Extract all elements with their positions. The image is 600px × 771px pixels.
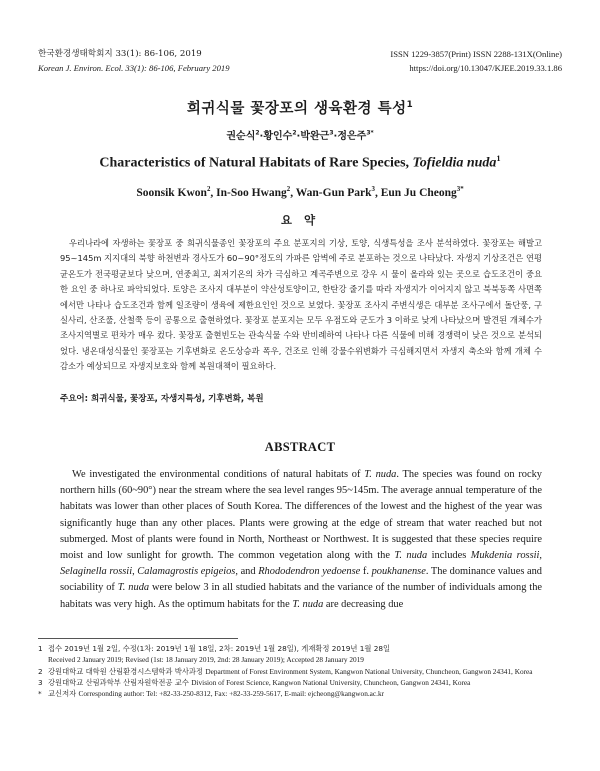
footnote-divider xyxy=(38,638,238,639)
author-ko: 박완근 xyxy=(300,131,330,142)
journal-name-en: Korean J. Environ. Ecol. 33(1): 86-106, February 2019 xyxy=(38,63,230,73)
journal-identifiers xyxy=(390,47,562,75)
journal-name-ko: 한국환경생태학회지 33(1): 86-106, 2019 xyxy=(38,49,202,59)
author-separator: , xyxy=(210,186,217,199)
species-name: T. nuda xyxy=(117,582,150,594)
footnote-en: Received 2 January 2019; Revised (1st: 18 January 2019, 2nd: 28 January 2019); Accepted 28 January 2019 xyxy=(48,655,364,665)
abstract-text: , and xyxy=(235,566,259,578)
title-korean xyxy=(0,97,600,118)
author-en: Soonsik Kwon xyxy=(136,186,207,199)
footnote-en: Corresponding author: Tel: +82-33-250-8312, Fax: +82-33-259-5617, E-mail: ejcheong@kangwon.ac.kr xyxy=(78,689,385,699)
author-affiliation-mark: 2 xyxy=(286,186,291,193)
abstract-text: . The species was found on rocky northern hills (60~90°) near the stream where the sea level ranges 95~145m. The average annual temperature of the habitats was lower than other places of South Korea. The differences of the lowest and the highest of the year was significantly huge than any other places. Plants were growing at the edge of stream that water reached but not submerged. Most of plants were found in North, Northeast or Northwest. It is suggested that these species require moist and low sunlight for growth. The common vegetation along with the xyxy=(60,469,542,562)
footnote-ko: 교신저자 xyxy=(48,689,77,699)
abstract-text: f. xyxy=(360,566,372,578)
author-affiliation-mark: 3 xyxy=(329,129,334,137)
abstract-text: includes xyxy=(427,550,471,562)
summary-korean xyxy=(60,236,542,375)
abstract-text: We investigated the environmental conditions of natural habitats of xyxy=(72,469,365,480)
footnote-corresponding xyxy=(38,688,562,699)
author-affiliation-mark: 2 xyxy=(255,129,260,137)
title-footnote-mark: 1 xyxy=(406,100,414,111)
footnote-ko: 강원대학교 대학원 산림환경시스템학과 박사과정 xyxy=(48,666,203,676)
species-name: Calamagrostis epigeios xyxy=(137,566,236,578)
author-separator: · xyxy=(296,131,301,142)
abstract-text: , xyxy=(132,566,138,578)
author-affiliation-mark: 2 xyxy=(206,186,211,193)
title-footnote-mark: 1 xyxy=(496,154,501,163)
footnote-mark: 2 xyxy=(38,666,43,676)
author-separator: , xyxy=(290,186,296,199)
footnote-ko: 접수 2019년 1월 2일, 수정(1차: 2019년 1월 18일, 2차: 2019년 1월 28일), 게재확정 2019년 1월 28일 xyxy=(48,644,391,653)
author-affiliation-mark: 3* xyxy=(456,186,464,193)
author-separator: · xyxy=(259,131,264,142)
abstract-text: are decreasing due xyxy=(323,598,404,610)
abstract-heading: ABSTRACT xyxy=(264,440,336,454)
author-affiliation-mark: 2 xyxy=(292,129,297,137)
issn: ISSN 1229-3857(Print) ISSN 2288-131X(Online) xyxy=(390,49,562,59)
keywords-korean: 주요어: 희귀식물, 꽃장포, 자생지특성, 기후변화, 복원 xyxy=(60,394,264,404)
footnotes xyxy=(38,643,562,699)
author-affiliation-mark: 3 xyxy=(371,186,375,193)
abstract xyxy=(60,467,542,613)
species-name: Rhododendron yedoense xyxy=(258,566,361,578)
footnote-en: Division of Forest Science, Kangwon National University, Chuncheon, Gangwon 24341, Korea xyxy=(191,677,471,687)
species-name: T. nuda xyxy=(364,469,397,480)
species-name: T. nuda xyxy=(292,598,324,610)
author-en: Wan-Gun Park xyxy=(295,186,372,199)
title-english-text: Characteristics of Natural Habitats of Rare Species, xyxy=(99,155,413,171)
author-separator: · xyxy=(333,131,338,142)
footnote-ko: 강원대학교 산림과학부 산림자원학전공 교수 xyxy=(48,677,189,687)
abstract-text: . The dominance values and sociability of xyxy=(60,566,542,594)
author-en: In-Soo Hwang xyxy=(216,186,287,199)
author-affiliation-mark: 3* xyxy=(366,129,374,137)
footnote-received xyxy=(38,643,562,666)
title-korean-text: 희귀식물 꽃장포의 생육환경 특성 xyxy=(186,101,407,117)
author-en: Eun Ju Cheong xyxy=(380,186,457,199)
species-name: Tofieldia nuda xyxy=(412,155,497,171)
author-separator: , xyxy=(374,186,381,199)
summary-korean-paragraph: 우리나라에 자생하는 꽃장포 중 희귀식물종인 꽃장포의 주요 분포지의 기상, 토양, 식생특성을 조사 분석하였다. 꽃장포는 해발고 95~145m 지지대의 북향 하천변과 경사도가 60~90°정도의 가파른 암벽에 주로 분포하는 것으로 나타났다. 자생지 기상조건은 연평균온도가 전국평균보다 낮으며, 연중최고, 최저기온의 차가 극심하고 계곡주변으로 강우 시 물이 올라와 있는 곳으로 습도조건이 중요한 요인 중 하나로 파악되었다. 토양은 조사지 대부분이 약산성토양이고, 한탄강 줄기를 따라 자생지가 이어지지 않고 북북동쪽 사면쪽에서만 나타나 습도조건과 함께 일조량이 생육에 제한요인인 것으로 보였다. 꽃장포 조사지 주변식생은 대부분 조사구에서 돌단풍, 구실사리, 산조풀, 산철쭉 등이 공통으로 출현하였다. 꽃장포 분포지는 모두 우점도와 군도가 3 이하로 낮게 나타났으며 발견된 개체수가 조사지역별로 편차가 매우 컸다. 꽃장포 출현빈도는 관속식물 수와 반비례하여 나타나 다른 식물에 비해 경쟁력이 낮은 것으로 분석되었다. 냉온대성식물인 꽃장포는 기후변화로 온도상승과 폭우, 건조로 인해 강물수위변화가 극심해지면서 자생지 축소와 함께 개체 수 감소가 예상되므로 자생지보호와 함께 복원대책이 필요하다. xyxy=(60,238,542,372)
author-ko: 황인수 xyxy=(263,131,293,142)
journal-citation xyxy=(38,47,230,75)
doi-link[interactable]: https://doi.org/10.13047/KJEE.2019.33.1.86 xyxy=(409,63,562,73)
summary-korean-heading: 요 약 xyxy=(280,213,320,227)
author-ko: 정은주 xyxy=(337,131,367,142)
authors-korean xyxy=(0,127,600,142)
abstract-text: were below 3 in all studied habitats and the variance of the number of individuals among the habitats was very high. As the optimum habitats for the xyxy=(60,582,543,610)
footnote-en: Department of Forest Environment System, Kangwon National University, Chuncheon, Gangwon 24341, Korea xyxy=(205,666,533,676)
abstract-paragraph xyxy=(60,467,542,613)
footnote-mark: * xyxy=(38,689,42,699)
species-name: Selaginella rossii xyxy=(60,566,133,578)
species-name: poukhanense xyxy=(371,566,426,578)
footnote-mark: 3 xyxy=(38,677,43,687)
species-name: Mukdenia rossii xyxy=(470,550,540,562)
species-name: T. nuda xyxy=(394,550,428,562)
authors-english xyxy=(0,186,600,199)
footnote-affiliation-2 xyxy=(38,666,562,677)
abstract-text: , xyxy=(539,550,543,562)
title-english xyxy=(0,154,600,172)
footnote-affiliation-3 xyxy=(38,677,562,688)
author-ko: 권순식 xyxy=(226,131,256,142)
footnote-mark: 1 xyxy=(38,644,43,653)
